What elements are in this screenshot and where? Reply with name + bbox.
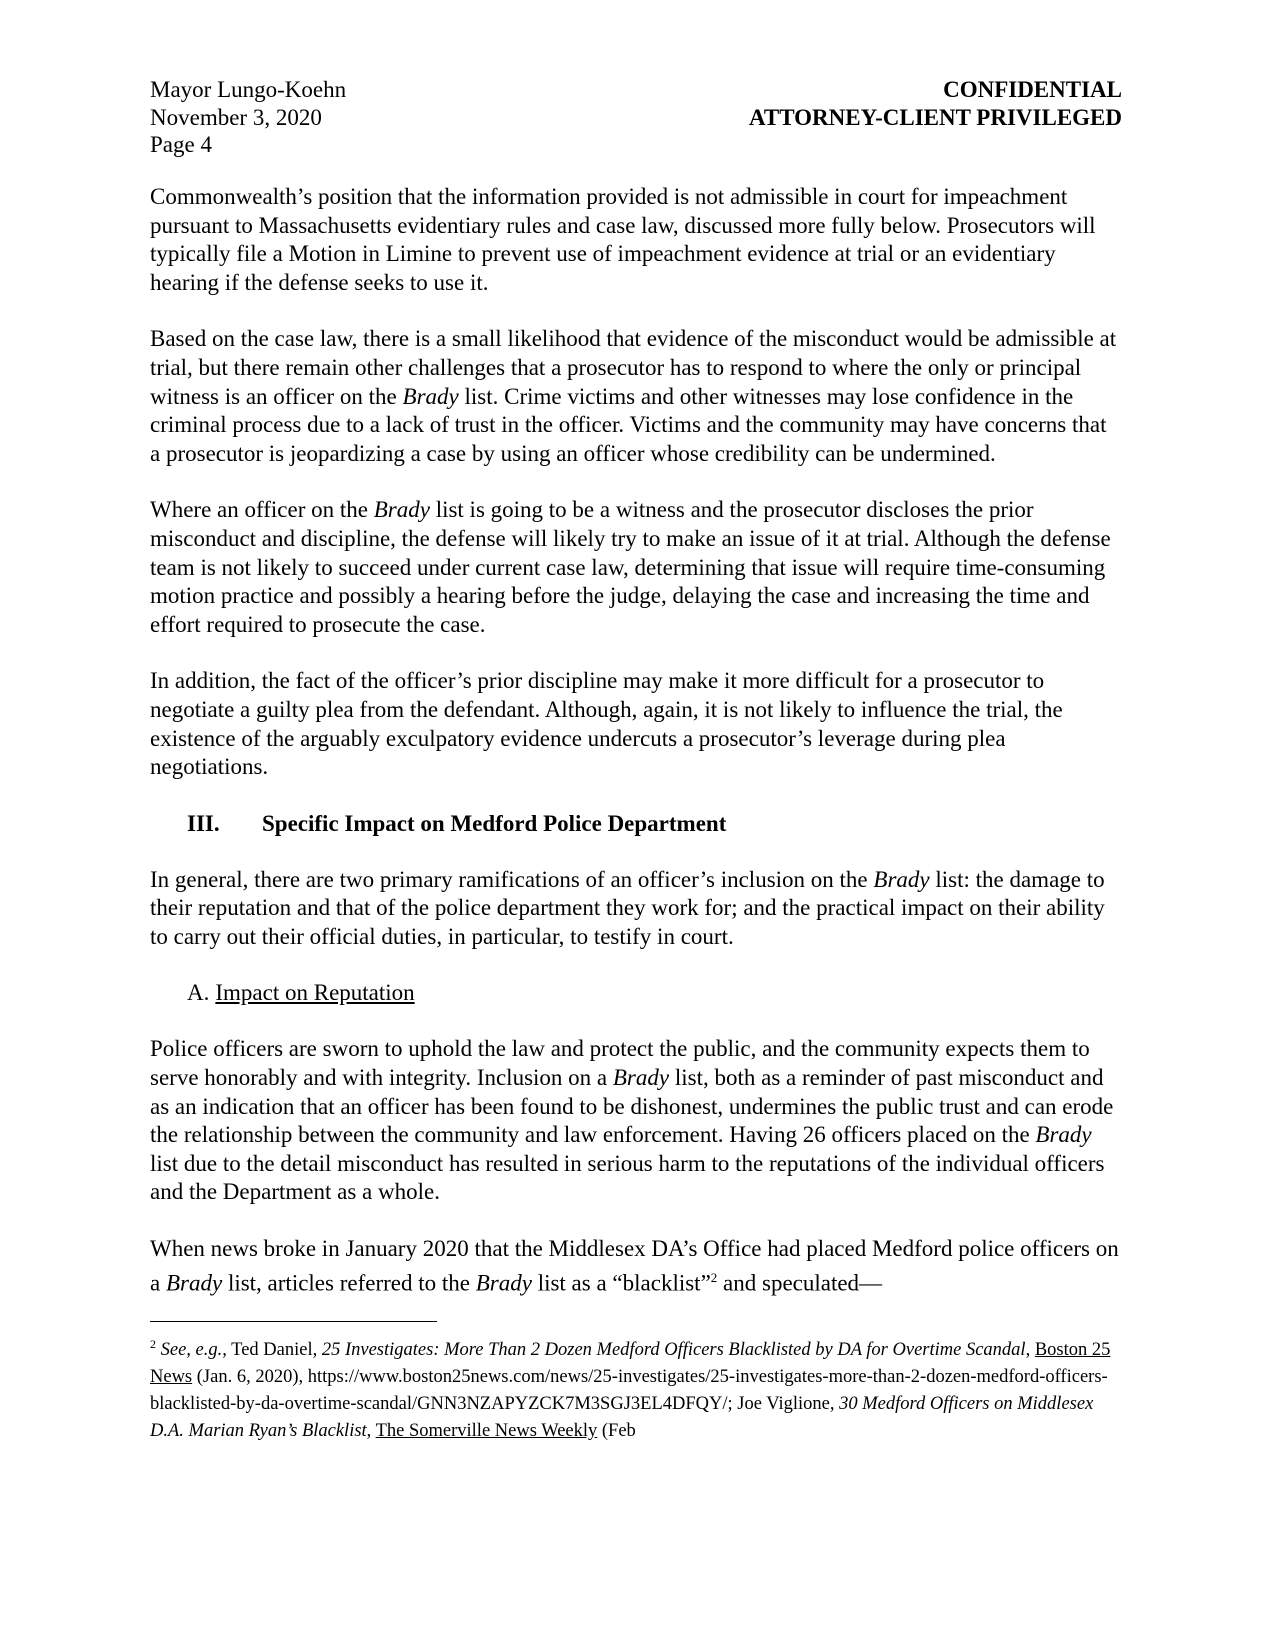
footnote-ref[interactable]: 2 bbox=[710, 1269, 718, 1285]
publication-somerville: The Somerville News Weekly bbox=[375, 1421, 598, 1442]
footnote-number: 2 bbox=[150, 1336, 156, 1351]
header-left bbox=[150, 76, 346, 159]
recipient-name: Mayor Lungo-Koehn bbox=[150, 77, 347, 102]
paragraph-7: When news broke in January 2020 that the Middlesex DA’s Office had placed Medford police officers on a Brady list, articles referred to the Brady list as a “blacklist”$^2$ and speculated— bbox=[150, 1236, 1119, 1296]
header-right bbox=[749, 76, 1122, 131]
letter-header bbox=[150, 76, 1122, 159]
subsection-title: Impact on Reputation bbox=[215, 980, 415, 1006]
publication-boston25: Boston 25 News bbox=[150, 1340, 1111, 1388]
letter-date: November 3, 2020 bbox=[150, 104, 322, 130]
privilege-label: ATTORNEY-CLIENT PRIVILEGED bbox=[749, 104, 1122, 130]
footnote: $^2$ See, e.g., Ted Daniel, 25 Investigates: More Than 2 Dozen Medford Officers Blacklisted by DA for Overtime Scandal, Boston 25 News (Jan. 6, 2020), https://www.boston25news.com/news/25-investigates/25-investigates-more-than-2-dozen-medford-officers-blacklisted-by-da-overtime-scandal/GNN3NZAPYZCK7M3SGJ3EL4DFQY/; Joe Viglione, 30 Medford Officers on Middlesex D.A. Marian Ryan’s Blacklist, The Somerville News Weekly (Feb bbox=[150, 1336, 1111, 1442]
confidential-label: CONFIDENTIAL bbox=[943, 77, 1122, 102]
paragraph-1: Commonwealth’s position that the information provided is not admissible in court for impeachment pursuant to Massachusetts evidentiary rules and case law, discussed more fully below. Prosecutors will typically file a Motion in Limine to prevent use of impeachment evidence at trial or an evidentiary hearing if the defense seeks to use it. bbox=[150, 184, 1096, 295]
page-number: Page 4 bbox=[150, 132, 212, 157]
paragraph-2: Based on the case law, there is a small likelihood that evidence of the misconduct would be admissible at trial, but there remain other challenges that a prosecutor has to respond to where the only or principal witness is an officer on the Brady list. Crime victims and other witnesses may lose confidence in the criminal process due to a lack of trust in the officer. Victims and the community may have concerns that a prosecutor is jeopardizing a case by using an officer whose credibility can be undermined. bbox=[150, 326, 1117, 466]
footnote-divider bbox=[150, 1321, 437, 1322]
section-heading bbox=[187, 810, 1122, 838]
paragraph-5: In general, there are two primary ramifications of an officer’s inclusion on the Brady list: the damage to their reputation and that of the police department they work for; and the practical impact on their ability to carry out their official duties, in particular, to testify in court. bbox=[150, 866, 1105, 949]
subsection-letter: A. bbox=[187, 980, 210, 1006]
paragraph-6: Police officers are sworn to uphold the law and protect the public, and the community expects them to serve honorably and with integrity. Inclusion on a Brady list, both as a reminder of past misconduct and as an indication that an officer has been found to be dishonest, undermines the public trust and can erode the relationship between the community and law enforcement. Having 26 officers placed on the Brady list due to the detail misconduct has resulted in serious harm to the reputations of the individual officers and the Department as a whole. bbox=[150, 1036, 1114, 1205]
section-title: Specific Impact on Medford Police Department bbox=[262, 810, 727, 836]
subsection-heading bbox=[187, 979, 1122, 1007]
paragraph-4: In addition, the fact of the officer’s prior discipline may make it more difficult for a prosecutor to negotiate a guilty plea from the defendant. Although, again, it is not likely to influence the trial, the existence of the arguably exculpatory evidence undercuts a prosecutor’s leverage during plea negotiations. bbox=[150, 668, 1063, 780]
paragraph-3: Where an officer on the Brady list is going to be a witness and the prosecutor discloses the prior misconduct and discipline, the defense will likely try to make an issue of it at trial. Although the defense team is not likely to succeed under current case law, determining that issue will require time-consuming motion practice and possibly a hearing before the judge, delaying the case and increasing the time and effort required to prosecute the case. bbox=[150, 497, 1111, 637]
section-number: III. bbox=[187, 810, 220, 836]
document-page bbox=[150, 76, 1122, 1445]
